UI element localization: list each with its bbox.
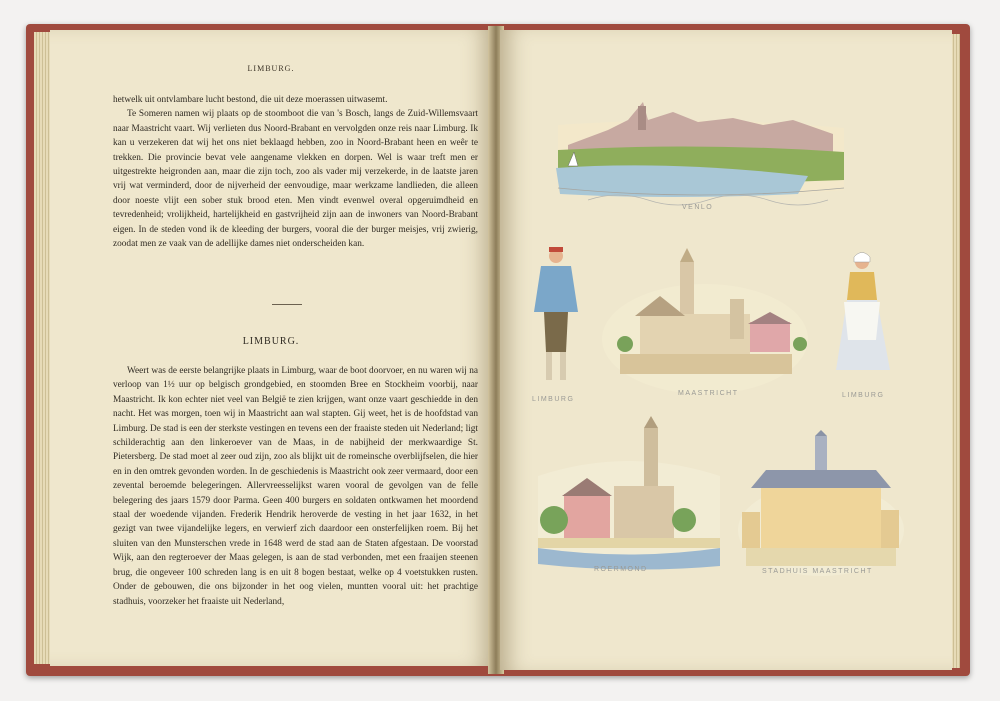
- section-title: LIMBURG.: [242, 336, 300, 347]
- roermond-illustration: [534, 416, 724, 576]
- text-block-top: [113, 93, 478, 251]
- maastricht-illustration: [600, 244, 810, 397]
- caption-limburger: LIMBURG: [532, 396, 575, 403]
- right-page: [500, 30, 952, 670]
- page-edges-left: [34, 32, 50, 664]
- caption-roermond: ROERMOND: [594, 566, 648, 573]
- stadhuis-illustration: [736, 430, 906, 580]
- paragraph-continuation: hetwelk uit ontvlambare lucht bestond, die uit deze moerassen uitwasemt.: [113, 95, 388, 105]
- paragraph-weert: Weert was de eerste belangrijke plaats in Limburg, waar de boot doorvoer, en nu waren wij na verloop van 1½ uur op belgisch grondgebied, en stoomden Bree en Stockheim voorbij, naar Maastricht. Ik kon echter niet veel van België te zien krijgen, want onze vaart geschiedde in den nacht. Het was morgen, toen wij in Maastricht aan wal stapten. Gij weet, het is de hoofdstad van Limburg. De stad is een der sterkste vestingen en tevens een der fraaiste steden uit Nederland; ligt schilderachtig aan den linkeroever van de Maas, in de nabijheid der merkwaardige St. Pietersberg. De stad moet al zeer oud zijn, zoo als blijkt uit de romeinsche overblijfselen, die hier en in den omtrek gevonden worden. In de geschiedenis is Maastricht ook zeer vermaard, door een zevental beroemde belegeringen. Allervreesselijkst waren vooral de gevolgen van de felle belegering des jaars 1579 door Parma. Geen 400 burgers en soldaten ontkwamen het moordend staal der woedende vijanden. Frederik Hendrik heroverde de vesting in het jaar 1632, in het gezigt van twee vijandelijke legers, en verwierf zich daardoor een onsterfelijken roem. Bij het sluiten van den Munsterschen vrede in 1648 werd de stad aan de Staten afgestaan. De voorstad Wijk, aan den regteroever der Maas gelegen, is aan de stad verbonden, met een fraaijen steenen brug, die ongeveer 100 schreden lang is en uit 8 bogen bestaat, welke op 4 voetstukken rusten. Onder de gebouwen, die ons bijzonder in het oog vielen, muntten vooral uit: het prachtige stadhuis, voorzeker het fraaiste uit Nederland,: [113, 366, 478, 607]
- caption-venlo: VENLO: [682, 204, 714, 211]
- running-head: LIMBURG.: [247, 64, 295, 73]
- paragraph-someren: Te Someren namen wij plaats op de stoomboot die van 's Bosch, langs de Zuid-Willemsvaart naar Maastricht vaart. Wij verlieten dus Noord-Brabant en vervolgden onze reis naar Limburg. Ik kan u verzekeren dat wij het ons niet beklaagd hebben, zoo in Noord-Brabant heen en weêr te trekken. Die provincie bevat vele aangename vlekken en dorpen. Wel is waar treft men er uitgestrekte heigronden aan, maar die zijn toch, zoo als vader mij verzekerde, in de laatste jaren vrij wat verminderd, door de nijverheid der eenvoudige, maar werkzame landlieden, die alleen door noeste vlijt een sober stuk brood eten. Men vindt evenwel overal opgeruimdheid en tevredenheid; vrolijkheid, hartelijkheid en gastvrijheid zijn aan de inwoners van Noord-Brabant eigen. In de steden vond ik de kleeding der burgers, vooral die der burger meisjes, vrij zwierig, zoodat men ze vaak van de adellijke dames niet onderscheiden kan.: [113, 109, 478, 250]
- text-block-limburg: [113, 364, 478, 609]
- caption-limburg-woman: LIMBURG: [842, 392, 885, 399]
- man-figure-illustration: [526, 242, 586, 403]
- caption-maastricht: MAASTRICHT: [678, 390, 739, 397]
- section-divider: [272, 304, 302, 305]
- venlo-illustration: [548, 90, 848, 215]
- caption-stadhuis: STADHUIS MAASTRICHT: [762, 568, 873, 575]
- left-page: [50, 30, 492, 666]
- woman-figure-illustration: [832, 248, 894, 399]
